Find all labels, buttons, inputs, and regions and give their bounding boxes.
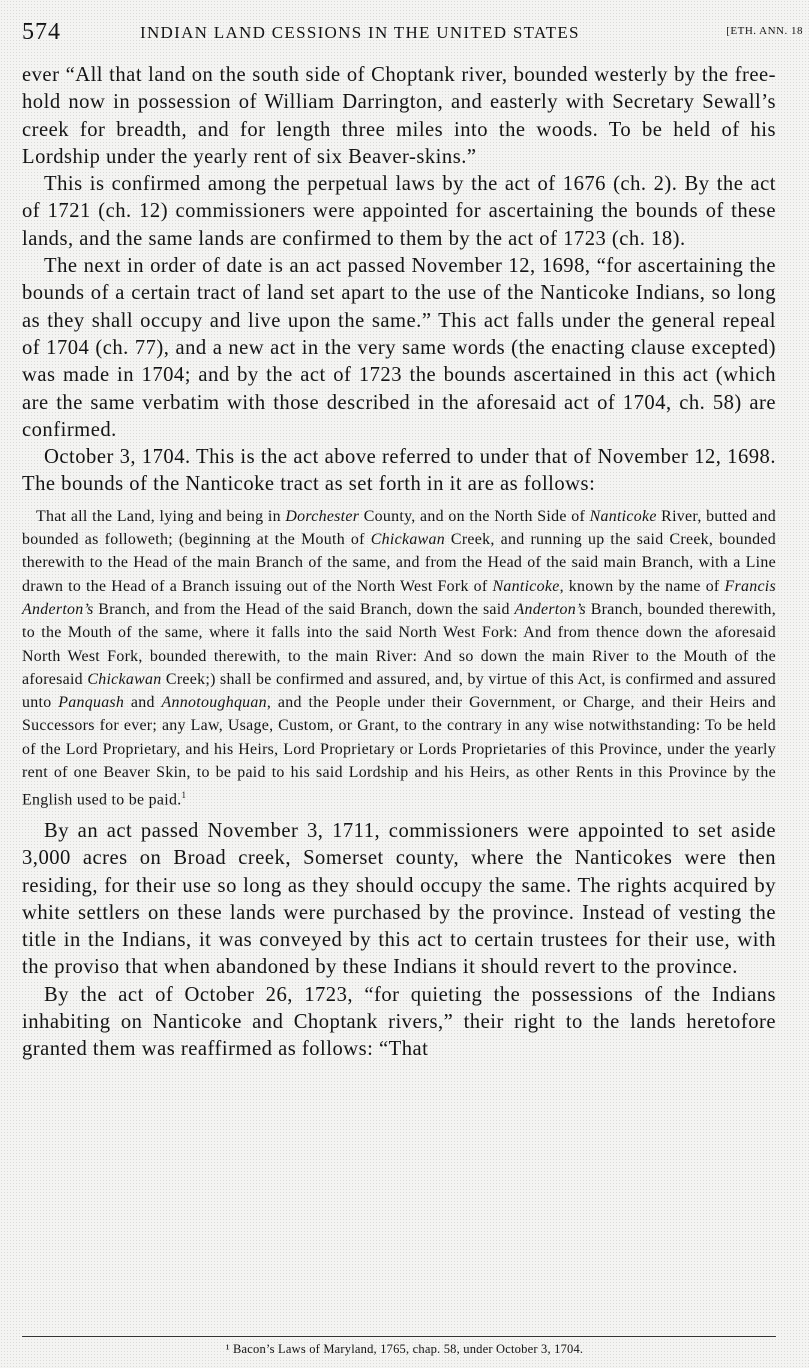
paragraph: By the act of October 26, 1723, “for quieting the possessions of the Indians inhabiting on Nanticoke and Choptank rivers,” their right to the lands heretofore granted them was reaffirmed as follows: “That bbox=[22, 983, 776, 1061]
quote-italic: Dorchester bbox=[285, 507, 360, 525]
quote-italic: Chickawan bbox=[87, 670, 162, 688]
quote-text: Branch, bounded therewith, to the Mouth of the same, where it falls into the said North West Fork: And from thence down the aforesaid North West Fork, bounded therewith, to the main River: And so down the main River to the Mouth of the aforesaid bbox=[22, 600, 776, 688]
quote-italic: Nanticoke bbox=[492, 577, 560, 595]
footnote-marker: 1 bbox=[181, 790, 187, 801]
paragraph: October 3, 1704. This is the act above referred to under that of November 12, 1698. The bounds of the Nanticoke tract as set forth in it are as follows: bbox=[22, 446, 776, 496]
page-body bbox=[22, 62, 776, 1064]
page-header bbox=[22, 19, 805, 49]
quote-text: , known by the name of bbox=[559, 577, 725, 595]
quote-italic: Anderton’s bbox=[514, 600, 587, 618]
quote-text: County, and on the North Side of bbox=[359, 507, 590, 525]
quote-text: That all the Land, lying and being in bbox=[36, 507, 286, 525]
quote-text: , and the People under their Government, or Charge, and their Heirs and Successors for ever; any Law, Usage, Custom, or Grant, to the contrary in any wise notwithstanding: To be held of the Lord Proprietary, and his Heirs, Lord Proprietary or Lords Proprietaries of this Province, under the yearly rent of one Beaver Skin, to be paid to his said Lordship and his Heirs, as other Rents in this Province by the English used to be paid. bbox=[22, 694, 776, 809]
quote-text: and bbox=[124, 694, 162, 712]
quote-italic: Nanticoke bbox=[589, 507, 657, 525]
footnote: ¹ Bacon’s Laws of Maryland, 1765, chap. 58, under October 3, 1704. bbox=[225, 1342, 584, 1356]
quote-italic: Panquash bbox=[58, 694, 125, 712]
quote-text: Branch, and from the Head of the said Branch, down the said bbox=[93, 600, 515, 618]
paragraph: This is confirmed among the perpetual laws by the act of 1676 (ch. 2). By the act of 1721 (ch. 12) commissioners were appointed for ascertaining the bounds of these lands, and the same lands are confirmed to them by the act of 1723 (ch. 18). bbox=[22, 173, 776, 250]
footnote-divider bbox=[22, 1336, 776, 1337]
paragraph: The next in order of date is an act passed November 12, 1698, “for ascertaining the bounds of a certain tract of land set apart to the use of the Nanticoke Indians, so long as they shall occupy and live upon the same.” This act falls under the general repeal of 1704 (ch. 77), and a new act in the very same words (the enacting clause excepted) was made in 1704; and by the act of 1723 the bounds ascertained in this act (which are the same verbatim with those described in the aforesaid act of 1704, ch. 58) are confirmed. bbox=[22, 255, 776, 441]
block-quote bbox=[22, 505, 776, 812]
quote-text: Creek;) shall be confirmed and assured, and, by virtue of this Act, is confirmed and assured unto bbox=[22, 670, 776, 712]
page-number: 574 bbox=[22, 19, 61, 45]
paragraph: By an act passed November 3, 1711, commissioners were appointed to set aside 3,000 acres on Broad creek, Somerset county, where the Nanticokes were then residing, for their use so long as they should occupy the same. The rights acquired by white settlers on these lands were purchased by the province. Instead of vesting the title in the Indians, it was conveyed by this act to certain trustees for their use, with the proviso that when abandoned by these Indians it should revert to the province. bbox=[22, 819, 776, 979]
quote-italic: Francis Anderton’s bbox=[22, 577, 777, 618]
quote-text: River, butted and bounded as followeth; (beginning at the Mouth of bbox=[22, 507, 776, 549]
running-title: INDIAN LAND CESSIONS IN THE UNITED STATES bbox=[140, 23, 580, 42]
running-note: [ETH. ANN. 18 bbox=[726, 25, 803, 37]
quote-text: Creek, and running up the said Creek, bounded therewith to the Head of the main Branch of the same, and from the Head of the said main Branch, with a Line drawn to the Head of a Branch issuing out of the North West Fork of bbox=[22, 531, 776, 595]
paragraph: ever “All that land on the south side of Choptank river, bounded westerly by the free-hold now in possession of William Darrington, and easterly with Secretary Sewall’s creek for breadth, and for length three miles into the woods. To be held of his Lordship under the yearly rent of six Beaver-skins.” bbox=[22, 64, 776, 168]
quote-italic: Annotoughquan bbox=[161, 694, 267, 712]
quote-italic: Chickawan bbox=[370, 531, 445, 549]
